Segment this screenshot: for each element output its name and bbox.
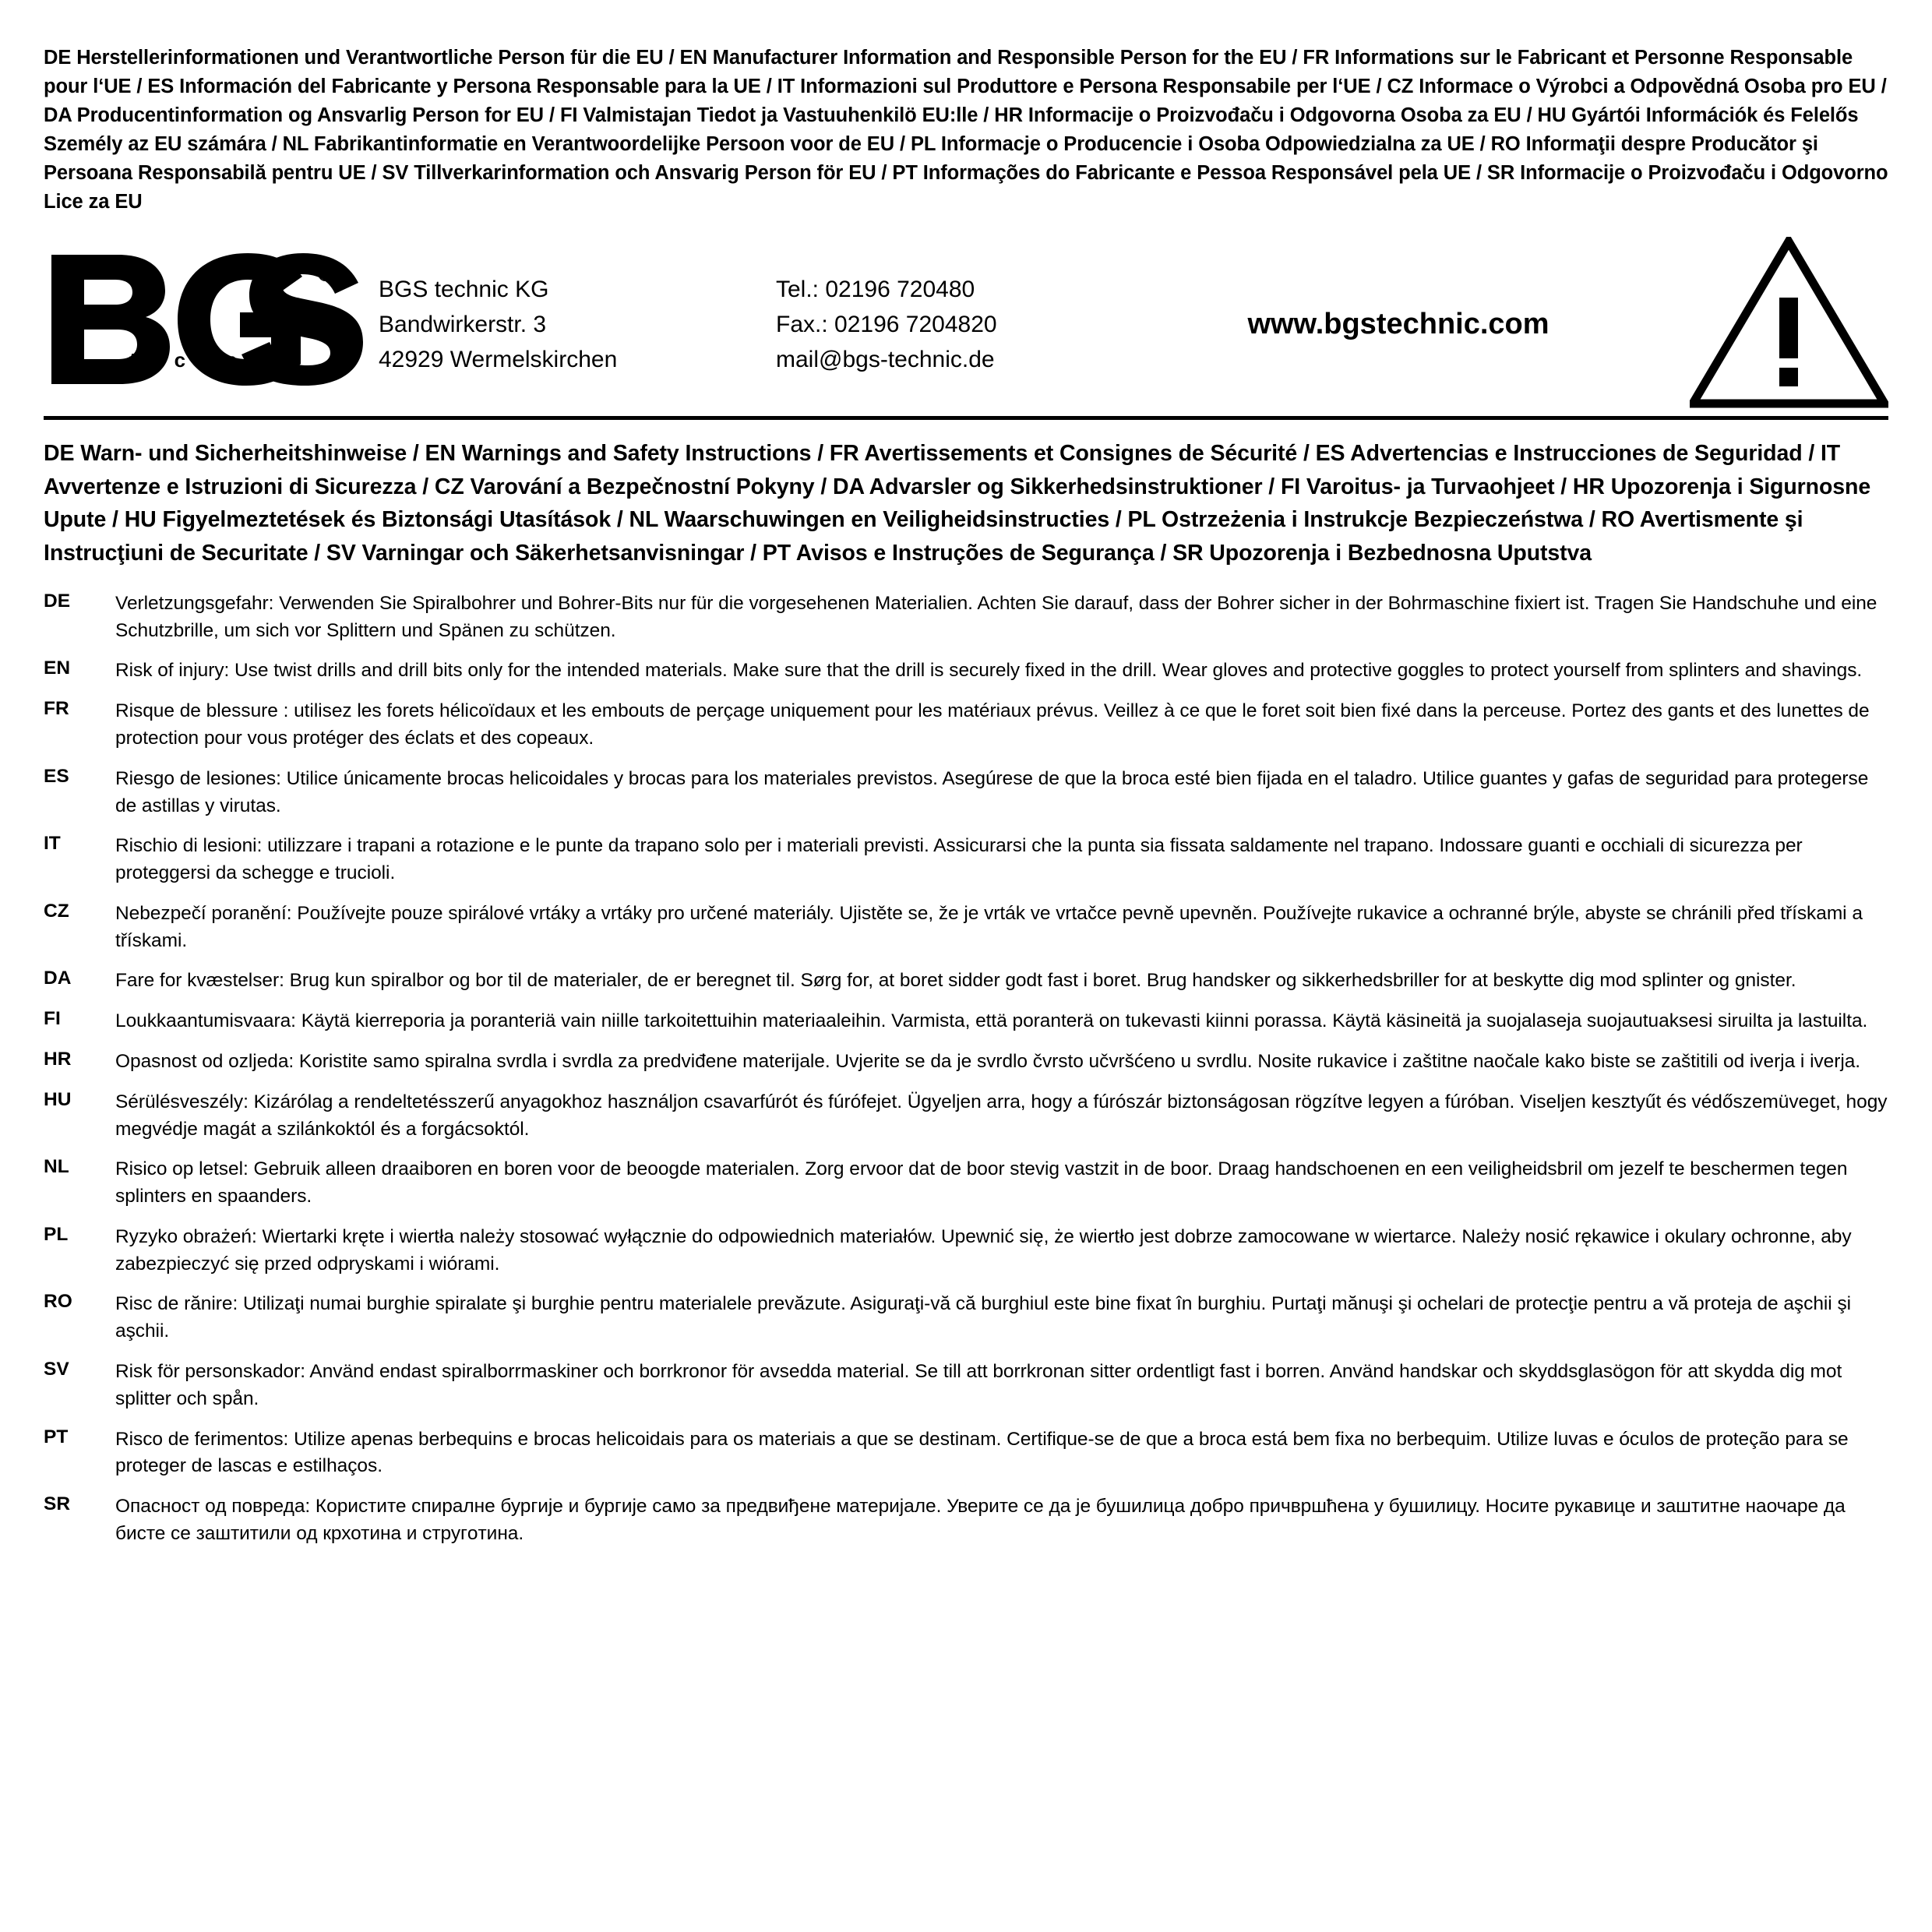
lang-code: IT <box>44 833 61 855</box>
table-row <box>44 1493 1888 1561</box>
lang-code: PL <box>44 1223 69 1245</box>
lang-text: Sérülésveszély: Kizárólag a rendeltetésszerű anyagokhoz használjon csavarfúrót és fúrófejet. Ügyeljen arra, hogy a fúrószár biztonságosan rögzítve legyen a fúróban. Viseljen kesztyűt és védőszemüveget, hogy megvédje magát a szilánkoktól és a forgácsoktól. <box>115 1091 1888 1140</box>
bgs-logo <box>44 249 379 397</box>
table-row <box>44 1008 1888 1049</box>
lang-code: DE <box>44 590 71 612</box>
lang-code: SR <box>44 1493 71 1515</box>
table-row <box>44 1426 1888 1494</box>
lang-text: Nebezpečí poranění: Používejte pouze spirálové vrtáky a vrtáky pro určené materiály. Ujistěte se, že je vrták ve vrtačce pevně upevněn. Používejte rukavice a ochranné brýle, abyste se chránili před třískami a třískami. <box>115 902 1863 951</box>
lang-text: Risc de rănire: Utilizaţi numai burghie spiralate şi burghie pentru materialele prevăzute. Asiguraţi-vă că burghiul este bine fixat în burghiu. Purtaţi mănuşi şi ochelari de protecţie pentru a vă proteja de aşchii şi aşchii. <box>115 1293 1852 1342</box>
lang-code: HU <box>44 1088 72 1110</box>
lang-text: Опасност од повреда: Користите спиралне бургије и бургије само за предвиђене материјале. Уверите се да је бушилица добро причвршћена у бушилицу. Носите рукавице и заштитне наочаре да бисте се заштитили од крхотина и стругoтина. <box>115 1496 1846 1544</box>
lang-text: Risco de ferimentos: Utilize apenas berbequins e brocas helicoidais para os materiais a que se destinam. Certifique-se de que a broca está bem fixa no berbequim. Utilize luvas e óculos de proteção para se proteger de lascas e estilhaços. <box>115 1428 1849 1477</box>
safety-instructions-heading: DE Warn- und Sicherheitshinweise / EN Warnings and Safety Instructions / FR Avertissements et Consignes de Sécurité / ES Advertencias e Instrucciones de Seguridad / IT Avvertenze e Istruzioni di Sicurezza / CZ Varování a Bezpečnostní Pokyny / DA Advarsler og Sikkerhedsinstruktioner / FI Varoitus- ja Turvaohjeet / HR Upozorenja i Sigurnosne Upute / HU Figyelmeztetések és Biztonsági Utasítások / NL Waarschuwingen en Veiligheidsinstructies / PL Ostrzeżenia i Instrukcje Bezpieczeństwa / RO Avertismente şi Instrucţiuni de Securitate / SV Varningar och Säkerhetsanvisningar / PT Avisos e Instruções de Segurança / SR Upozorenja i Bezbednosna Uputstva <box>44 440 1871 566</box>
table-row <box>44 766 1888 834</box>
lang-text: Opasnost od ozljeda: Koristite samo spiralna svrdla i svrdla za predviđene materijale. Uvjerite se da je svrdlo čvrsto učvršćeno u svrdlu. Nosite rukavice i zaštitne naočale kako biste se zaštitili od iverja i iverja. <box>115 1050 1861 1072</box>
company-name: BGS technic KG <box>379 277 549 303</box>
lang-text: Risico op letsel: Gebruik alleen draaiboren en boren voor de beoogde materialen. Zorg ervoor dat de boor stevig vastzit in de boor. Draag handschoenen en een veiligheidsbril om jezelf te beschermen tegen splinters en spaanders. <box>115 1158 1848 1208</box>
lang-text: Rischio di lesioni: utilizzare i trapani a rotazione e le punte da trapano solo per i materiali previsti. Assicurarsi che la punta sia fissata saldamente nel trapano. Indossare guanti e occhiali di sicurezza per proteggersi da schegge e trucioli. <box>115 835 1803 884</box>
warning-triangle-icon <box>1690 237 1888 408</box>
company-fax: Fax.: 02196 7204820 <box>776 312 997 338</box>
lang-code: CZ <box>44 900 69 922</box>
lang-code: ES <box>44 765 69 787</box>
lang-code: HR <box>44 1048 72 1070</box>
lang-text: Risque de blessure : utilisez les forets hélicoïdaux et les embouts de perçage uniquement pour les matériaux prévus. Veillez à ce que le foret soit bien fixé dans la perceuse. Portez des gants et des lunettes de protection pour vous protéger des éclats et des copeaux. <box>115 700 1870 749</box>
safety-notes-table <box>44 591 1888 1561</box>
manufacturer-info-heading: DE Herstellerinformationen und Verantwortliche Person für die EU / EN Manufacturer Information and Responsible Person for the EU / FR Informations sur le Fabricant et Personne Responsable pour l‘UE / ES Información del Fabricante y Persona Responsable para la UE / IT Informazioni sul Produttore e Persona Responsabile per l‘UE / CZ Informace o Výrobci a Odpovědná Osoba pro EU / DA Producentinformation og Ansvarlig Person for EU / FI Valmistajan Tiedot ja Vastuuhenkilö EU:lle / HR Informacije o Proizvođaču i Odgovorna Osoba za EU / HU Gyártói Információk és Felelős Személy az EU számára / NL Fabrikantinformatie en Verantwoordelijke Persoon voor de EU / PL Informacje o Producencie i Osoba Odpowiedzialna za UE / RO Informaţii despre Producător şi Persoana Responsabilă pentru UE / SV Tillverkarinformation och Ansvarig Person för EU / PT Informações do Fabricante e Pessoa Responsável pela UE / SR Informacije o Proizvođaču i Odgovorno Lice za EU <box>44 47 1888 213</box>
table-row <box>44 1291 1888 1359</box>
table-row <box>44 1224 1888 1292</box>
company-street: Bandwirkerstr. 3 <box>379 312 547 338</box>
registered-trademark-icon: ® <box>318 262 333 286</box>
warning-triangle <box>1678 237 1888 408</box>
lang-code: PT <box>44 1426 69 1447</box>
company-city: 42929 Wermelskirchen <box>379 347 618 373</box>
lang-text: Verletzungsgefahr: Verwenden Sie Spiralbohrer und Bohrer-Bits nur für die vorgesehenen Materialien. Achten Sie darauf, dass der Bohrer sicher in der Bohrmaschine fixiert ist. Tragen Sie Handschuhe und eine Schutzbrille, um sich vor Splittern und Spänen zu schützen. <box>115 592 1877 641</box>
company-contact <box>776 267 1119 377</box>
table-row <box>44 968 1888 1008</box>
table-row <box>44 1089 1888 1157</box>
header-divider <box>44 416 1888 420</box>
company-website: www.bgstechnic.com <box>1247 308 1549 341</box>
lang-code: EN <box>44 658 71 679</box>
lang-text: Fare for kvæstelser: Brug kun spiralbor og bor til de materialer, de er beregnet til. Sørg for, at boret sidder godt fast i boret. Brug handsker og sikkerhedsbriller for at beskytte dig mod splinter og gnister. <box>115 970 1796 992</box>
table-row <box>44 1049 1888 1089</box>
lang-code: SV <box>44 1359 69 1380</box>
table-row <box>44 591 1888 658</box>
company-address <box>379 267 776 377</box>
lang-code: FI <box>44 1008 61 1030</box>
lang-text: Riesgo de lesiones: Utilice únicamente brocas helicoidales y brocas para los materiales previstos. Asegúrese de que la broca esté bien fijada en el taladro. Utilice guantes y gafas de seguridad para protegerse de astillas y virutas. <box>115 767 1869 816</box>
lang-code: DA <box>44 968 72 989</box>
lang-text: Risk of injury: Use twist drills and drill bits only for the intended materials. Make sure that the drill is securely fixed in the drill. Wear gloves and protective goggles to protect yourself from splinters and shavings. <box>115 660 1863 682</box>
lang-code: RO <box>44 1291 72 1313</box>
table-row <box>44 1359 1888 1426</box>
company-tel: Tel.: 02196 720480 <box>776 277 975 303</box>
lang-text: Ryzyko obrażeń: Wiertarki kręte i wiertła należy stosować wyłącznie do odpowiednich materiałów. Upewnić się, że wiertło jest dobrze zamocowane w wiertarce. Należy nosić rękawice i okulary ochronne, aby zabezpieczyć się przed odpryskami i wiórami. <box>115 1225 1852 1274</box>
table-row <box>44 1156 1888 1224</box>
table-row <box>44 901 1888 968</box>
lang-text: Loukkaantumisvaara: Käytä kierreporia ja poranteriä vain niille tarkoitettuihin materiaaleihin. Varmista, että poranterä on tukevasti kiinni porassa. Käytä käsineitä ja suojalaseja suojautuaksesi siruilta ja lastuilta. <box>115 1010 1868 1032</box>
table-row <box>44 833 1888 901</box>
table-row <box>44 658 1888 698</box>
lang-code: FR <box>44 698 69 720</box>
lang-text: Risk för personskador: Använd endast spiralborrmaskiner och borrkronor för avsedda material. Se till att borrkronan sitter ordentligt fast i borren. Använd handskar och skyddsglasögon för att skydda dig mot splitter och spån. <box>115 1361 1842 1409</box>
lang-code: NL <box>44 1156 69 1178</box>
company-band <box>44 237 1888 416</box>
company-email: mail@bgs-technic.de <box>776 347 995 373</box>
safety-notes-body <box>44 591 1888 1561</box>
bgs-logo-subtext: t e c h n i c <box>129 347 285 372</box>
table-row <box>44 698 1888 766</box>
